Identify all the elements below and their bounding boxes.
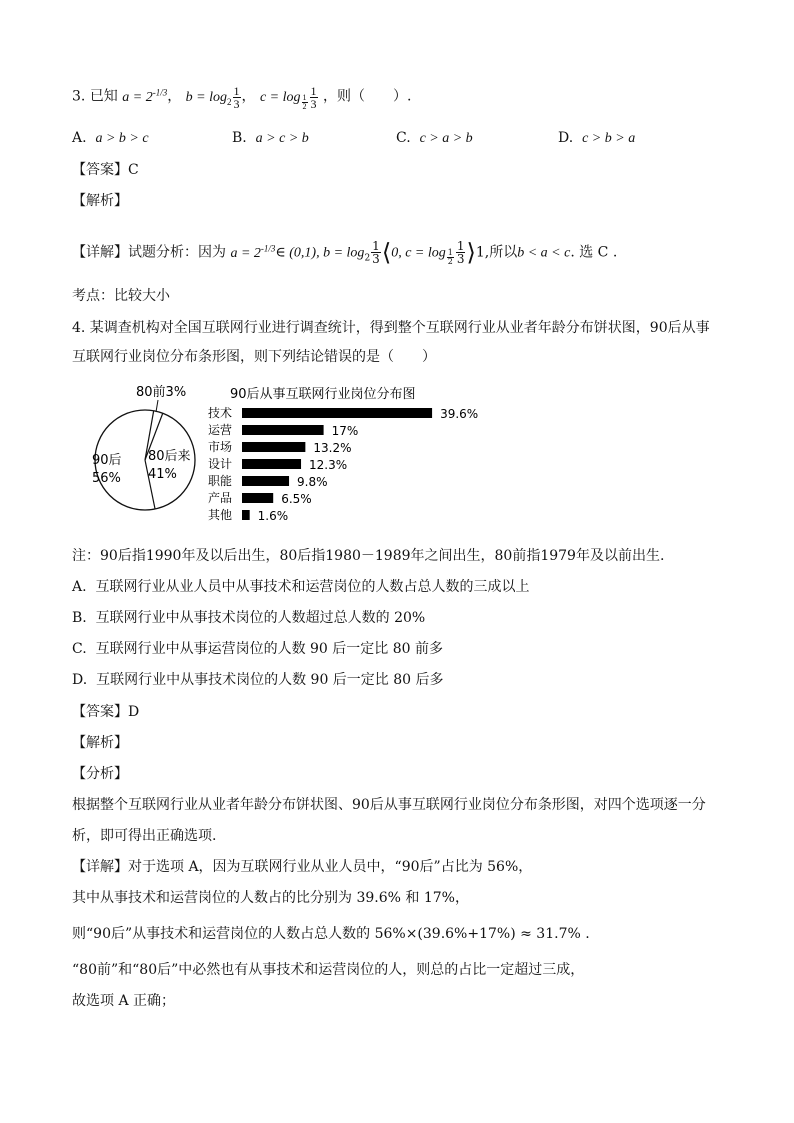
pie-value-80: 41% xyxy=(148,467,177,482)
bar xyxy=(242,442,305,452)
q4-detail-line3: 则“90后”从事技术和运营岗位的人数占总人数的 56%×(39.6%+17%) ≈ 31.7% . xyxy=(72,926,590,942)
pie-label-80: 80后来 xyxy=(148,449,191,464)
bar-chart-title: 90后从事互联网行业岗位分布图 xyxy=(230,387,416,402)
job-bar-chart xyxy=(208,386,478,523)
q4-fenxi-line1: 根据整个互联网行业从业者年龄分布饼状图、90后从事互联网行业岗位分布条形图，对四个选项逐一分 xyxy=(72,797,706,813)
q4-detail-line5: 故选项 A 正确； xyxy=(72,993,176,1009)
bar xyxy=(242,408,432,418)
bar xyxy=(242,510,250,520)
q4-fenxi-tag: 【分析】 xyxy=(72,766,128,782)
bar-value-label: 1.6% xyxy=(257,509,289,523)
q4-stem-line1: 4. 某调查机构对全国互联网行业进行调查统计，得到整个互联网行业从业者年龄分布饼状图，90后从事 xyxy=(72,320,710,336)
q3-option-b: B. a > c > b xyxy=(232,130,309,146)
bar-category-label: 其他 xyxy=(208,508,233,522)
bar-category-label: 市场 xyxy=(208,440,233,454)
bar-value-label: 6.5% xyxy=(281,492,312,506)
q4-analysis-tag: 【解析】 xyxy=(72,735,128,751)
bar-category-label: 运营 xyxy=(208,423,233,437)
q3-b: $b = \log_2$ $\frac{1}{3}$ xyxy=(185,83,240,111)
q4-note: 注：90后指1990年及以后出生，80后指1980－1989年之间出生，80前指1979年及以前出生. xyxy=(72,548,665,564)
bar xyxy=(242,459,301,469)
bar xyxy=(242,493,273,503)
pie-value-90: 56% xyxy=(92,471,121,486)
bar-value-label: 9.8% xyxy=(297,475,328,489)
q4-charts xyxy=(80,378,560,532)
q3-kaodian: 考点：比较大小 xyxy=(72,288,170,304)
q3-number: 3. xyxy=(72,88,86,105)
bar-value-label: 12.3% xyxy=(309,458,348,472)
q3-analysis-tag: 【解析】 xyxy=(72,193,128,209)
q3-stem-suffix: ，则（ ）. xyxy=(322,88,412,105)
q3-a: $a = 2^{-1/3}$ xyxy=(122,87,168,105)
q4-detail-line4: “80前”和“80后”中必然也有从事技术和运营岗位的人，则总的占比一定超过三成， xyxy=(72,962,585,978)
pie-label-90: 90后 xyxy=(92,453,122,468)
q3-stem-prefix: 已知 xyxy=(89,88,118,105)
q4-option-a: A. 互联网行业从业人员中从事技术和运营岗位的人数占总人数的三成以上 xyxy=(72,579,530,595)
bar-category-label: 职能 xyxy=(208,474,233,488)
q4-detail-line1: 【详解】对于选项 A，因为互联网行业从业人员中，“90后”占比为 56%， xyxy=(72,859,533,875)
bar-value-label: 13.2% xyxy=(313,441,352,455)
q4-option-b: B. 互联网行业中从事技术岗位的人数超过总人数的 20% xyxy=(72,610,426,626)
bar xyxy=(242,476,289,486)
pie-label-80-before: 80前3% xyxy=(136,385,187,400)
q3-stem: 3. 已知 $a = 2^{-1/3}$， $b = \log_2$ $\frac{1}{3}$ ， c = log $_{\frac{1}{2}}$ $\frac{1}{3}$ ，则（ ）. xyxy=(72,83,412,111)
q4-charts-svg xyxy=(80,378,560,528)
bar-value-label: 17% xyxy=(331,424,359,438)
bar xyxy=(242,425,324,435)
q4-stem-line2: 互联网行业岗位分布条形图，则下列结论错误的是（ ） xyxy=(72,349,436,365)
q3-option-d: D. c > b > a xyxy=(558,130,636,146)
q4-answer: 【答案】D xyxy=(72,704,140,720)
q4-detail-line2: 其中从事技术和运营岗位的人数占的比分别为 39.6% 和 17%， xyxy=(72,890,469,906)
q4-option-c: C. 互联网行业中从事运营岗位的人数 90 后一定比 80 前多 xyxy=(72,641,444,657)
q3-detail: 【详解】试题分析：因为 $a = 2^{-1/3}\in$ (0,1), $b = \log_2$ $\frac{1}{3}$ ⟨0, c = log $_{\frac{1}{2}}$ $\frac{1}{3}$ ⟩1,所以b < a < c. 选 C . xyxy=(72,238,618,267)
bar-category-label: 技术 xyxy=(208,406,233,420)
age-pie-chart xyxy=(92,385,195,510)
q4-option-d: D. 互联网行业中从事技术岗位的人数 90 后一定比 80 后多 xyxy=(72,672,444,688)
bar-category-label: 产品 xyxy=(208,491,233,505)
bar-category-label: 设计 xyxy=(208,457,233,471)
q3-c: c = log $_{\frac{1}{2}}$ $\frac{1}{3}$ xyxy=(259,83,317,111)
q3-option-a: A. a > b > c xyxy=(72,130,149,146)
pie-leader-line xyxy=(156,400,158,412)
q4-fenxi-line2: 析，即可得出正确选项. xyxy=(72,828,217,844)
bar-value-label: 39.6% xyxy=(440,407,479,421)
q3-option-c: C. c > a > b xyxy=(396,130,473,146)
q3-answer: 【答案】C xyxy=(72,162,139,178)
